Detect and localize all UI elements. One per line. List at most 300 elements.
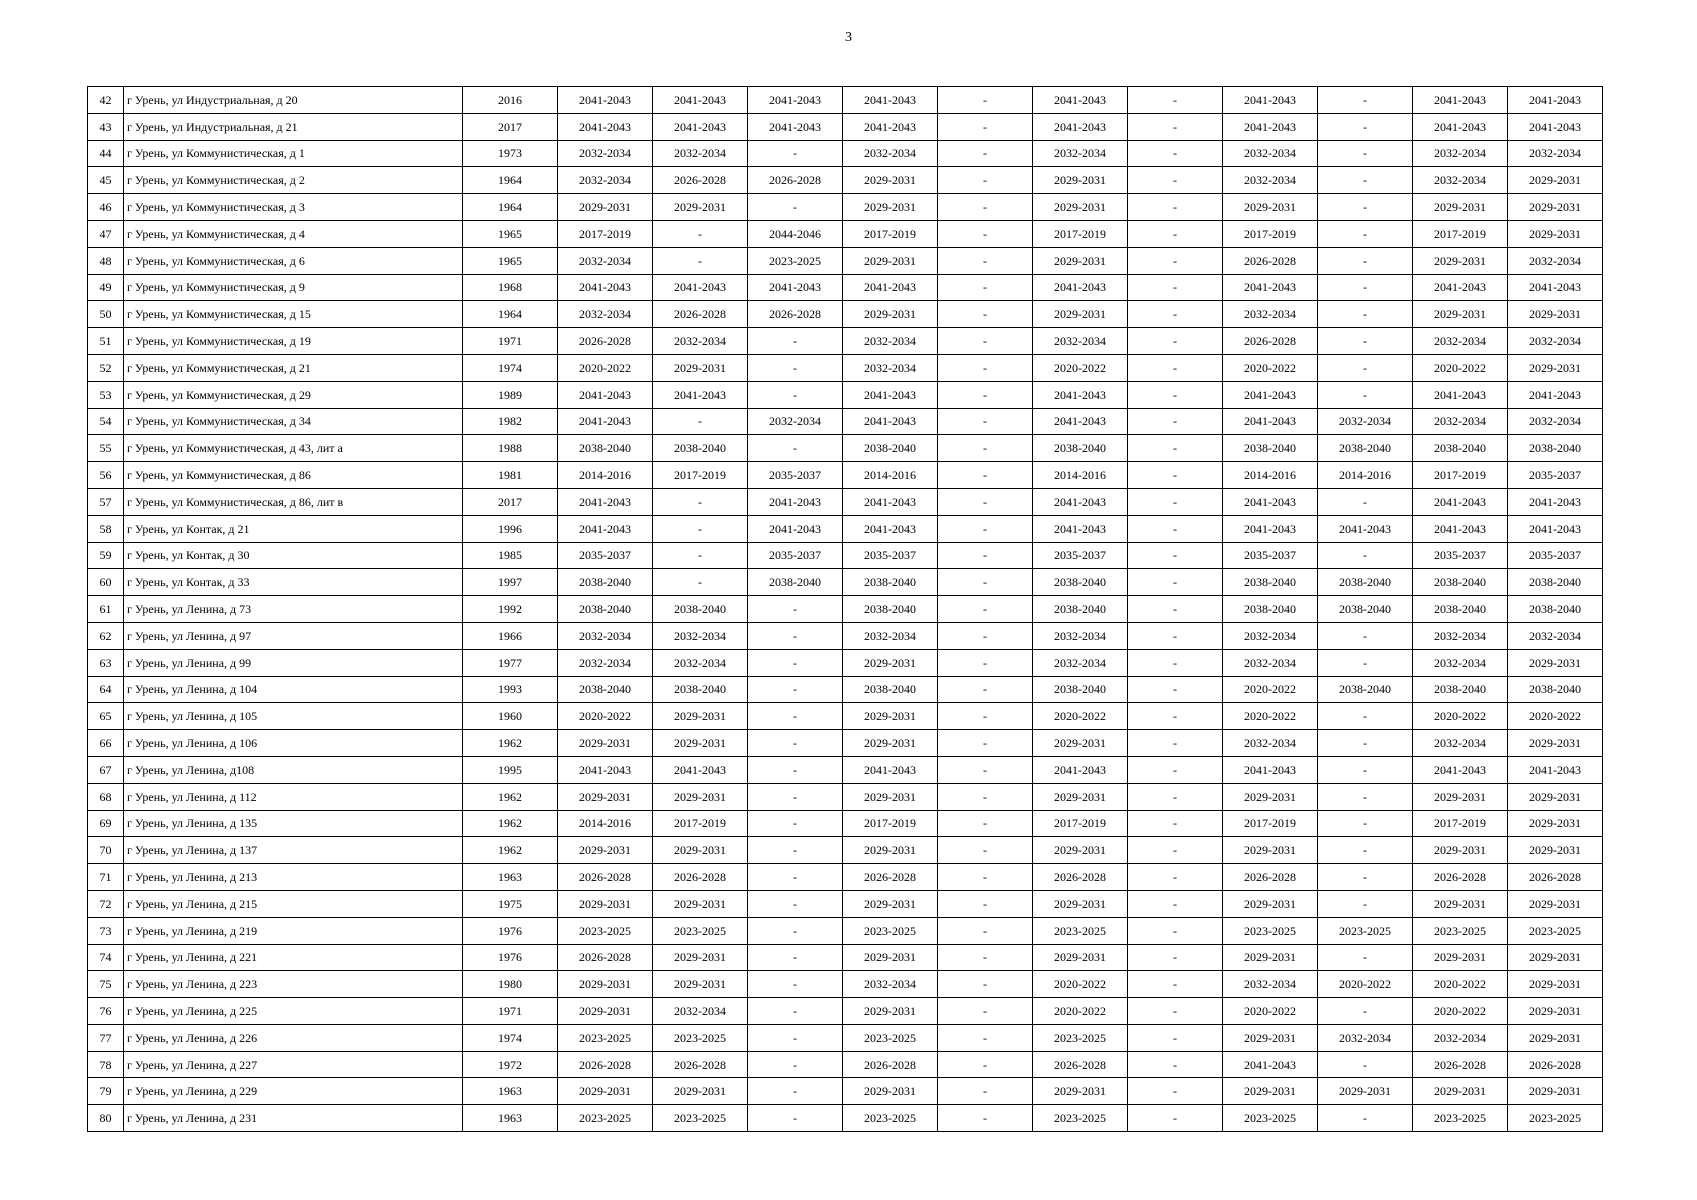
period-cell-2: 2029-2031 bbox=[653, 783, 748, 810]
period-cell-8: 2023-2025 bbox=[1223, 917, 1318, 944]
period-cell-1: 2026-2028 bbox=[558, 328, 653, 355]
period-cell-1: 2026-2028 bbox=[558, 1051, 653, 1078]
period-cell-11: 2041-2043 bbox=[1508, 113, 1603, 140]
period-cell-6: 2017-2019 bbox=[1033, 810, 1128, 837]
address-cell: г Урень, ул Коммунистическая, д 34 bbox=[124, 408, 463, 435]
period-cell-4: 2029-2031 bbox=[843, 783, 938, 810]
period-cell-9: - bbox=[1318, 274, 1413, 301]
period-cell-6: 2041-2043 bbox=[1033, 488, 1128, 515]
period-cell-9: 2038-2040 bbox=[1318, 569, 1413, 596]
period-cell-8: 2020-2022 bbox=[1223, 676, 1318, 703]
period-cell-11: 2038-2040 bbox=[1508, 569, 1603, 596]
period-cell-9: - bbox=[1318, 194, 1413, 221]
period-cell-2: 2038-2040 bbox=[653, 676, 748, 703]
table-row bbox=[88, 890, 1603, 917]
period-cell-10: 2032-2034 bbox=[1413, 1024, 1508, 1051]
table-row bbox=[88, 1051, 1603, 1078]
period-cell-10: 2029-2031 bbox=[1413, 1078, 1508, 1105]
period-cell-4: 2038-2040 bbox=[843, 596, 938, 623]
period-cell-8: 2032-2034 bbox=[1223, 649, 1318, 676]
period-cell-1: 2041-2043 bbox=[558, 756, 653, 783]
period-cell-10: 2029-2031 bbox=[1413, 837, 1508, 864]
period-cell-7: - bbox=[1128, 1024, 1223, 1051]
period-cell-11: 2041-2043 bbox=[1508, 488, 1603, 515]
period-cell-4: 2041-2043 bbox=[843, 87, 938, 114]
period-cell-5: - bbox=[938, 622, 1033, 649]
address-cell: г Урень, ул Коммунистическая, д 19 bbox=[124, 328, 463, 355]
period-cell-7: - bbox=[1128, 274, 1223, 301]
period-cell-6: 2029-2031 bbox=[1033, 837, 1128, 864]
address-cell: г Урень, ул Ленина, д 73 bbox=[124, 596, 463, 623]
period-cell-3: 2041-2043 bbox=[748, 87, 843, 114]
address-cell: г Урень, ул Ленина, д 215 bbox=[124, 890, 463, 917]
period-cell-4: 2029-2031 bbox=[843, 998, 938, 1025]
period-cell-9: - bbox=[1318, 837, 1413, 864]
period-cell-7: - bbox=[1128, 917, 1223, 944]
period-cell-7: - bbox=[1128, 756, 1223, 783]
period-cell-3: - bbox=[748, 649, 843, 676]
period-cell-5: - bbox=[938, 1024, 1033, 1051]
period-cell-2: 2029-2031 bbox=[653, 837, 748, 864]
period-cell-8: 2020-2022 bbox=[1223, 354, 1318, 381]
period-cell-4: 2038-2040 bbox=[843, 569, 938, 596]
table-row bbox=[88, 87, 1603, 114]
period-cell-1: 2020-2022 bbox=[558, 354, 653, 381]
table-row bbox=[88, 944, 1603, 971]
period-cell-2: - bbox=[653, 515, 748, 542]
period-cell-6: 2020-2022 bbox=[1033, 703, 1128, 730]
address-cell: г Урень, ул Контак, д 21 bbox=[124, 515, 463, 542]
address-cell: г Урень, ул Ленина, д 112 bbox=[124, 783, 463, 810]
period-cell-1: 2032-2034 bbox=[558, 649, 653, 676]
address-cell: г Урень, ул Коммунистическая, д 3 bbox=[124, 194, 463, 221]
address-cell: г Урень, ул Ленина, д 135 bbox=[124, 810, 463, 837]
year-built-cell: 1960 bbox=[463, 703, 558, 730]
period-cell-8: 2029-2031 bbox=[1223, 194, 1318, 221]
period-cell-3: 2041-2043 bbox=[748, 515, 843, 542]
table-row bbox=[88, 488, 1603, 515]
period-cell-2: 2038-2040 bbox=[653, 435, 748, 462]
period-cell-10: 2020-2022 bbox=[1413, 971, 1508, 998]
table-row bbox=[88, 1078, 1603, 1105]
address-cell: г Урень, ул Ленина, д 221 bbox=[124, 944, 463, 971]
period-cell-6: 2035-2037 bbox=[1033, 542, 1128, 569]
period-cell-2: 2023-2025 bbox=[653, 917, 748, 944]
period-cell-10: 2041-2043 bbox=[1413, 756, 1508, 783]
period-cell-7: - bbox=[1128, 167, 1223, 194]
period-cell-2: 2029-2031 bbox=[653, 944, 748, 971]
period-cell-7: - bbox=[1128, 944, 1223, 971]
period-cell-7: - bbox=[1128, 488, 1223, 515]
period-cell-10: 2029-2031 bbox=[1413, 194, 1508, 221]
period-cell-4: 2038-2040 bbox=[843, 435, 938, 462]
period-cell-8: 2041-2043 bbox=[1223, 408, 1318, 435]
period-cell-1: 2032-2034 bbox=[558, 140, 653, 167]
period-cell-1: 2026-2028 bbox=[558, 944, 653, 971]
period-cell-7: - bbox=[1128, 408, 1223, 435]
period-cell-3: - bbox=[748, 1051, 843, 1078]
year-built-cell: 1971 bbox=[463, 328, 558, 355]
address-cell: г Урень, ул Ленина, д 226 bbox=[124, 1024, 463, 1051]
period-cell-5: - bbox=[938, 408, 1033, 435]
row-number-cell: 66 bbox=[88, 730, 124, 757]
period-cell-7: - bbox=[1128, 194, 1223, 221]
period-cell-11: 2029-2031 bbox=[1508, 220, 1603, 247]
period-cell-2: 2026-2028 bbox=[653, 167, 748, 194]
period-cell-9: - bbox=[1318, 730, 1413, 757]
period-cell-3: - bbox=[748, 971, 843, 998]
period-cell-11: 2038-2040 bbox=[1508, 596, 1603, 623]
period-cell-1: 2041-2043 bbox=[558, 408, 653, 435]
period-cell-6: 2029-2031 bbox=[1033, 944, 1128, 971]
period-cell-4: 2029-2031 bbox=[843, 301, 938, 328]
row-number-cell: 76 bbox=[88, 998, 124, 1025]
year-built-cell: 1968 bbox=[463, 274, 558, 301]
year-built-cell: 1981 bbox=[463, 462, 558, 489]
period-cell-6: 2023-2025 bbox=[1033, 917, 1128, 944]
period-cell-6: 2038-2040 bbox=[1033, 435, 1128, 462]
period-cell-7: - bbox=[1128, 247, 1223, 274]
table-row bbox=[88, 328, 1603, 355]
row-number-cell: 77 bbox=[88, 1024, 124, 1051]
period-cell-8: 2038-2040 bbox=[1223, 435, 1318, 462]
period-cell-1: 2035-2037 bbox=[558, 542, 653, 569]
period-cell-3: - bbox=[748, 354, 843, 381]
period-cell-6: 2029-2031 bbox=[1033, 301, 1128, 328]
address-cell: г Урень, ул Коммунистическая, д 4 bbox=[124, 220, 463, 247]
period-cell-3: 2044-2046 bbox=[748, 220, 843, 247]
period-cell-3: - bbox=[748, 756, 843, 783]
period-cell-4: 2029-2031 bbox=[843, 837, 938, 864]
period-cell-3: - bbox=[748, 622, 843, 649]
period-cell-9: 2038-2040 bbox=[1318, 676, 1413, 703]
period-cell-5: - bbox=[938, 87, 1033, 114]
period-cell-10: 2017-2019 bbox=[1413, 462, 1508, 489]
year-built-cell: 1971 bbox=[463, 998, 558, 1025]
period-cell-3: - bbox=[748, 810, 843, 837]
period-cell-11: 2032-2034 bbox=[1508, 622, 1603, 649]
period-cell-4: 2029-2031 bbox=[843, 703, 938, 730]
period-cell-2: 2032-2034 bbox=[653, 649, 748, 676]
period-cell-6: 2029-2031 bbox=[1033, 730, 1128, 757]
period-cell-11: 2029-2031 bbox=[1508, 194, 1603, 221]
period-cell-7: - bbox=[1128, 622, 1223, 649]
period-cell-6: 2023-2025 bbox=[1033, 1024, 1128, 1051]
row-number-cell: 42 bbox=[88, 87, 124, 114]
address-cell: г Урень, ул Контак, д 33 bbox=[124, 569, 463, 596]
table-row bbox=[88, 917, 1603, 944]
period-cell-7: - bbox=[1128, 837, 1223, 864]
period-cell-2: 2023-2025 bbox=[653, 1105, 748, 1132]
period-cell-8: 2029-2031 bbox=[1223, 1024, 1318, 1051]
address-cell: г Урень, ул Коммунистическая, д 1 bbox=[124, 140, 463, 167]
period-cell-1: 2038-2040 bbox=[558, 596, 653, 623]
period-cell-5: - bbox=[938, 837, 1033, 864]
year-built-cell: 1973 bbox=[463, 140, 558, 167]
address-cell: г Урень, ул Коммунистическая, д 6 bbox=[124, 247, 463, 274]
period-cell-5: - bbox=[938, 864, 1033, 891]
period-cell-5: - bbox=[938, 1078, 1033, 1105]
table-row bbox=[88, 569, 1603, 596]
period-cell-5: - bbox=[938, 569, 1033, 596]
period-cell-1: 2029-2031 bbox=[558, 194, 653, 221]
period-cell-5: - bbox=[938, 998, 1033, 1025]
period-cell-8: 2017-2019 bbox=[1223, 810, 1318, 837]
period-cell-8: 2029-2031 bbox=[1223, 837, 1318, 864]
year-built-cell: 1962 bbox=[463, 837, 558, 864]
period-cell-11: 2041-2043 bbox=[1508, 515, 1603, 542]
period-cell-2: 2041-2043 bbox=[653, 87, 748, 114]
period-cell-9: - bbox=[1318, 542, 1413, 569]
row-number-cell: 43 bbox=[88, 113, 124, 140]
period-cell-5: - bbox=[938, 488, 1033, 515]
period-cell-8: 2041-2043 bbox=[1223, 274, 1318, 301]
period-cell-4: 2032-2034 bbox=[843, 328, 938, 355]
period-cell-2: 2038-2040 bbox=[653, 596, 748, 623]
row-number-cell: 69 bbox=[88, 810, 124, 837]
period-cell-1: 2029-2031 bbox=[558, 730, 653, 757]
period-cell-3: - bbox=[748, 864, 843, 891]
period-cell-5: - bbox=[938, 971, 1033, 998]
period-cell-1: 2041-2043 bbox=[558, 488, 653, 515]
row-number-cell: 68 bbox=[88, 783, 124, 810]
table-row bbox=[88, 971, 1603, 998]
period-cell-5: - bbox=[938, 113, 1033, 140]
period-cell-6: 2026-2028 bbox=[1033, 1051, 1128, 1078]
period-cell-11: 2026-2028 bbox=[1508, 1051, 1603, 1078]
period-cell-6: 2041-2043 bbox=[1033, 381, 1128, 408]
period-cell-10: 2026-2028 bbox=[1413, 864, 1508, 891]
period-cell-10: 2029-2031 bbox=[1413, 890, 1508, 917]
period-cell-8: 2020-2022 bbox=[1223, 703, 1318, 730]
period-cell-8: 2032-2034 bbox=[1223, 140, 1318, 167]
table-row bbox=[88, 301, 1603, 328]
period-cell-11: 2020-2022 bbox=[1508, 703, 1603, 730]
period-cell-7: - bbox=[1128, 864, 1223, 891]
period-cell-7: - bbox=[1128, 301, 1223, 328]
period-cell-11: 2029-2031 bbox=[1508, 890, 1603, 917]
year-built-cell: 1962 bbox=[463, 730, 558, 757]
period-cell-1: 2029-2031 bbox=[558, 998, 653, 1025]
year-built-cell: 2016 bbox=[463, 87, 558, 114]
period-cell-9: 2029-2031 bbox=[1318, 1078, 1413, 1105]
address-cell: г Урень, ул Коммунистическая, д 86, лит в bbox=[124, 488, 463, 515]
year-built-cell: 1980 bbox=[463, 971, 558, 998]
period-cell-5: - bbox=[938, 220, 1033, 247]
row-number-cell: 79 bbox=[88, 1078, 124, 1105]
period-cell-5: - bbox=[938, 917, 1033, 944]
period-cell-1: 2029-2031 bbox=[558, 1078, 653, 1105]
row-number-cell: 63 bbox=[88, 649, 124, 676]
period-cell-6: 2032-2034 bbox=[1033, 649, 1128, 676]
period-cell-7: - bbox=[1128, 435, 1223, 462]
period-cell-10: 2023-2025 bbox=[1413, 1105, 1508, 1132]
period-cell-4: 2038-2040 bbox=[843, 676, 938, 703]
address-cell: г Урень, ул Ленина, д 229 bbox=[124, 1078, 463, 1105]
table-row bbox=[88, 220, 1603, 247]
period-cell-6: 2041-2043 bbox=[1033, 87, 1128, 114]
row-number-cell: 60 bbox=[88, 569, 124, 596]
period-cell-9: - bbox=[1318, 488, 1413, 515]
period-cell-3: 2041-2043 bbox=[748, 113, 843, 140]
year-built-cell: 2017 bbox=[463, 488, 558, 515]
period-cell-11: 2029-2031 bbox=[1508, 1024, 1603, 1051]
row-number-cell: 56 bbox=[88, 462, 124, 489]
period-cell-8: 2041-2043 bbox=[1223, 1051, 1318, 1078]
row-number-cell: 74 bbox=[88, 944, 124, 971]
period-cell-8: 2029-2031 bbox=[1223, 890, 1318, 917]
period-cell-10: 2041-2043 bbox=[1413, 87, 1508, 114]
period-cell-11: 2041-2043 bbox=[1508, 756, 1603, 783]
address-cell: г Урень, ул Ленина, д 213 bbox=[124, 864, 463, 891]
table-row bbox=[88, 354, 1603, 381]
period-cell-4: 2023-2025 bbox=[843, 1105, 938, 1132]
period-cell-9: - bbox=[1318, 87, 1413, 114]
period-cell-4: 2023-2025 bbox=[843, 917, 938, 944]
period-cell-4: 2041-2043 bbox=[843, 274, 938, 301]
period-cell-11: 2029-2031 bbox=[1508, 730, 1603, 757]
table-row bbox=[88, 381, 1603, 408]
period-cell-6: 2041-2043 bbox=[1033, 274, 1128, 301]
year-built-cell: 1988 bbox=[463, 435, 558, 462]
period-cell-10: 2029-2031 bbox=[1413, 944, 1508, 971]
period-cell-8: 2041-2043 bbox=[1223, 756, 1318, 783]
table-row bbox=[88, 542, 1603, 569]
table-row bbox=[88, 247, 1603, 274]
address-cell: г Урень, ул Коммунистическая, д 43, лит а bbox=[124, 435, 463, 462]
period-cell-9: 2023-2025 bbox=[1318, 917, 1413, 944]
period-cell-5: - bbox=[938, 1051, 1033, 1078]
period-cell-2: 2026-2028 bbox=[653, 301, 748, 328]
period-cell-1: 2026-2028 bbox=[558, 864, 653, 891]
table-row bbox=[88, 756, 1603, 783]
period-cell-7: - bbox=[1128, 998, 1223, 1025]
period-cell-5: - bbox=[938, 381, 1033, 408]
address-cell: г Урень, ул Ленина, д 225 bbox=[124, 998, 463, 1025]
year-built-cell: 1993 bbox=[463, 676, 558, 703]
period-cell-5: - bbox=[938, 676, 1033, 703]
period-cell-3: - bbox=[748, 676, 843, 703]
period-cell-8: 2026-2028 bbox=[1223, 864, 1318, 891]
period-cell-6: 2038-2040 bbox=[1033, 676, 1128, 703]
period-cell-1: 2038-2040 bbox=[558, 569, 653, 596]
table-row bbox=[88, 1024, 1603, 1051]
period-cell-10: 2017-2019 bbox=[1413, 810, 1508, 837]
period-cell-3: - bbox=[748, 1024, 843, 1051]
period-cell-9: - bbox=[1318, 998, 1413, 1025]
row-number-cell: 73 bbox=[88, 917, 124, 944]
period-cell-1: 2023-2025 bbox=[558, 917, 653, 944]
period-cell-8: 2026-2028 bbox=[1223, 328, 1318, 355]
table-row bbox=[88, 998, 1603, 1025]
period-cell-10: 2020-2022 bbox=[1413, 703, 1508, 730]
period-cell-7: - bbox=[1128, 113, 1223, 140]
period-cell-9: - bbox=[1318, 1105, 1413, 1132]
period-cell-11: 2032-2034 bbox=[1508, 328, 1603, 355]
row-number-cell: 54 bbox=[88, 408, 124, 435]
period-cell-8: 2029-2031 bbox=[1223, 1078, 1318, 1105]
period-cell-1: 2032-2034 bbox=[558, 247, 653, 274]
period-cell-5: - bbox=[938, 783, 1033, 810]
period-cell-11: 2023-2025 bbox=[1508, 1105, 1603, 1132]
period-cell-4: 2026-2028 bbox=[843, 1051, 938, 1078]
period-cell-5: - bbox=[938, 462, 1033, 489]
row-number-cell: 58 bbox=[88, 515, 124, 542]
address-cell: г Урень, ул Коммунистическая, д 86 bbox=[124, 462, 463, 489]
period-cell-8: 2041-2043 bbox=[1223, 488, 1318, 515]
period-cell-11: 2029-2031 bbox=[1508, 301, 1603, 328]
period-cell-2: 2032-2034 bbox=[653, 998, 748, 1025]
year-built-cell: 1974 bbox=[463, 1024, 558, 1051]
period-cell-3: - bbox=[748, 1105, 843, 1132]
period-cell-9: - bbox=[1318, 328, 1413, 355]
period-cell-10: 2032-2034 bbox=[1413, 408, 1508, 435]
period-cell-9: - bbox=[1318, 167, 1413, 194]
period-cell-10: 2032-2034 bbox=[1413, 140, 1508, 167]
period-cell-2: 2032-2034 bbox=[653, 622, 748, 649]
address-cell: г Урень, ул Ленина, д 223 bbox=[124, 971, 463, 998]
period-cell-4: 2017-2019 bbox=[843, 220, 938, 247]
period-cell-6: 2017-2019 bbox=[1033, 220, 1128, 247]
period-cell-8: 2032-2034 bbox=[1223, 167, 1318, 194]
period-cell-3: - bbox=[748, 998, 843, 1025]
period-cell-4: 2032-2034 bbox=[843, 354, 938, 381]
period-cell-2: - bbox=[653, 542, 748, 569]
period-cell-2: 2041-2043 bbox=[653, 274, 748, 301]
period-cell-11: 2029-2031 bbox=[1508, 998, 1603, 1025]
period-cell-2: 2029-2031 bbox=[653, 354, 748, 381]
table-row bbox=[88, 113, 1603, 140]
period-cell-11: 2032-2034 bbox=[1508, 140, 1603, 167]
year-built-cell: 1982 bbox=[463, 408, 558, 435]
period-cell-4: 2032-2034 bbox=[843, 140, 938, 167]
period-cell-5: - bbox=[938, 596, 1033, 623]
table-row bbox=[88, 837, 1603, 864]
period-cell-8: 2023-2025 bbox=[1223, 1105, 1318, 1132]
period-cell-2: 2041-2043 bbox=[653, 381, 748, 408]
period-cell-1: 2038-2040 bbox=[558, 435, 653, 462]
period-cell-10: 2041-2043 bbox=[1413, 274, 1508, 301]
period-cell-9: - bbox=[1318, 622, 1413, 649]
year-built-cell: 1964 bbox=[463, 194, 558, 221]
table-row bbox=[88, 810, 1603, 837]
period-cell-1: 2029-2031 bbox=[558, 837, 653, 864]
period-cell-2: 2041-2043 bbox=[653, 113, 748, 140]
period-cell-5: - bbox=[938, 730, 1033, 757]
period-cell-6: 2020-2022 bbox=[1033, 971, 1128, 998]
year-built-cell: 1985 bbox=[463, 542, 558, 569]
period-cell-4: 2029-2031 bbox=[843, 890, 938, 917]
period-cell-8: 2032-2034 bbox=[1223, 622, 1318, 649]
period-cell-10: 2023-2025 bbox=[1413, 917, 1508, 944]
period-cell-9: - bbox=[1318, 220, 1413, 247]
period-cell-11: 2041-2043 bbox=[1508, 274, 1603, 301]
period-cell-4: 2032-2034 bbox=[843, 971, 938, 998]
year-built-cell: 1972 bbox=[463, 1051, 558, 1078]
period-cell-7: - bbox=[1128, 381, 1223, 408]
year-built-cell: 1962 bbox=[463, 783, 558, 810]
period-cell-10: 2038-2040 bbox=[1413, 596, 1508, 623]
year-built-cell: 1992 bbox=[463, 596, 558, 623]
period-cell-8: 2041-2043 bbox=[1223, 381, 1318, 408]
period-cell-6: 2038-2040 bbox=[1033, 596, 1128, 623]
period-cell-10: 2041-2043 bbox=[1413, 381, 1508, 408]
period-cell-9: 2014-2016 bbox=[1318, 462, 1413, 489]
period-cell-3: - bbox=[748, 435, 843, 462]
period-cell-7: - bbox=[1128, 703, 1223, 730]
year-built-cell: 1977 bbox=[463, 649, 558, 676]
period-cell-4: 2029-2031 bbox=[843, 194, 938, 221]
